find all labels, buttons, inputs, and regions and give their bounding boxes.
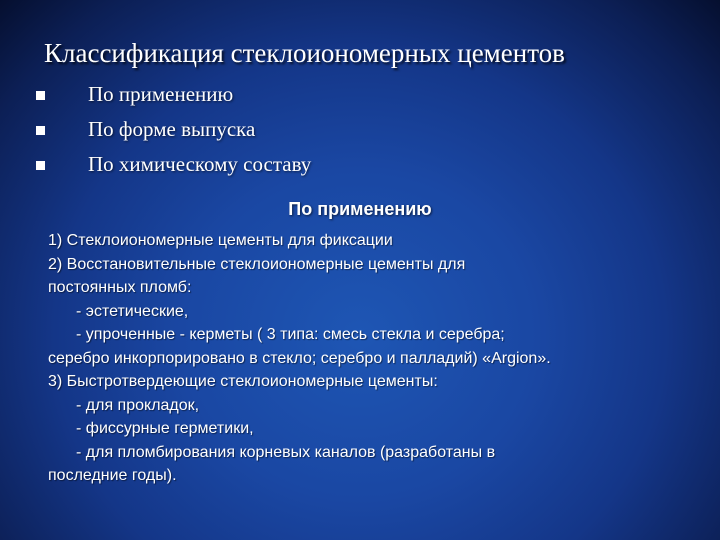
body-text [48,229,708,488]
body-line: серебро инкорпорировано в стекло; серебро и палладий) «Argion». [48,349,551,367]
body-line: последние годы). [48,467,177,484]
bullet-list [36,82,636,187]
square-bullet-icon [36,161,45,170]
body-line: - для прокладок, [76,396,200,414]
section-heading: По применению [288,199,432,219]
body-line: - для пломбирования корневых каналов (разработаны в [76,443,496,461]
square-bullet-icon [36,126,45,135]
body-line: постоянных пломб: [48,279,192,296]
body-line: 3) Быстротвердеющие стеклоиономерные цементы: [48,373,438,390]
bullet-text: По применению [88,82,234,106]
body-line: 2) Восстановительные стеклоиономерные цементы для [48,255,466,273]
square-bullet-icon [36,91,45,100]
body-line: 1) Стеклоиономерные цементы для фиксации [48,232,393,249]
bullet-item [36,82,636,117]
body-line: - упроченные - керметы ( 3 типа: смесь стекла и серебра; [76,326,505,343]
bullet-item [36,117,636,152]
bullet-item [36,152,636,187]
body-line: - эстетические, [76,302,189,320]
bullet-text: По химическому составу [88,152,312,176]
body-line: - фиссурные герметики, [76,420,254,437]
bullet-text: По форме выпуска [88,117,256,141]
slide-title: Классификация стеклоиономерных цементов [44,38,565,68]
